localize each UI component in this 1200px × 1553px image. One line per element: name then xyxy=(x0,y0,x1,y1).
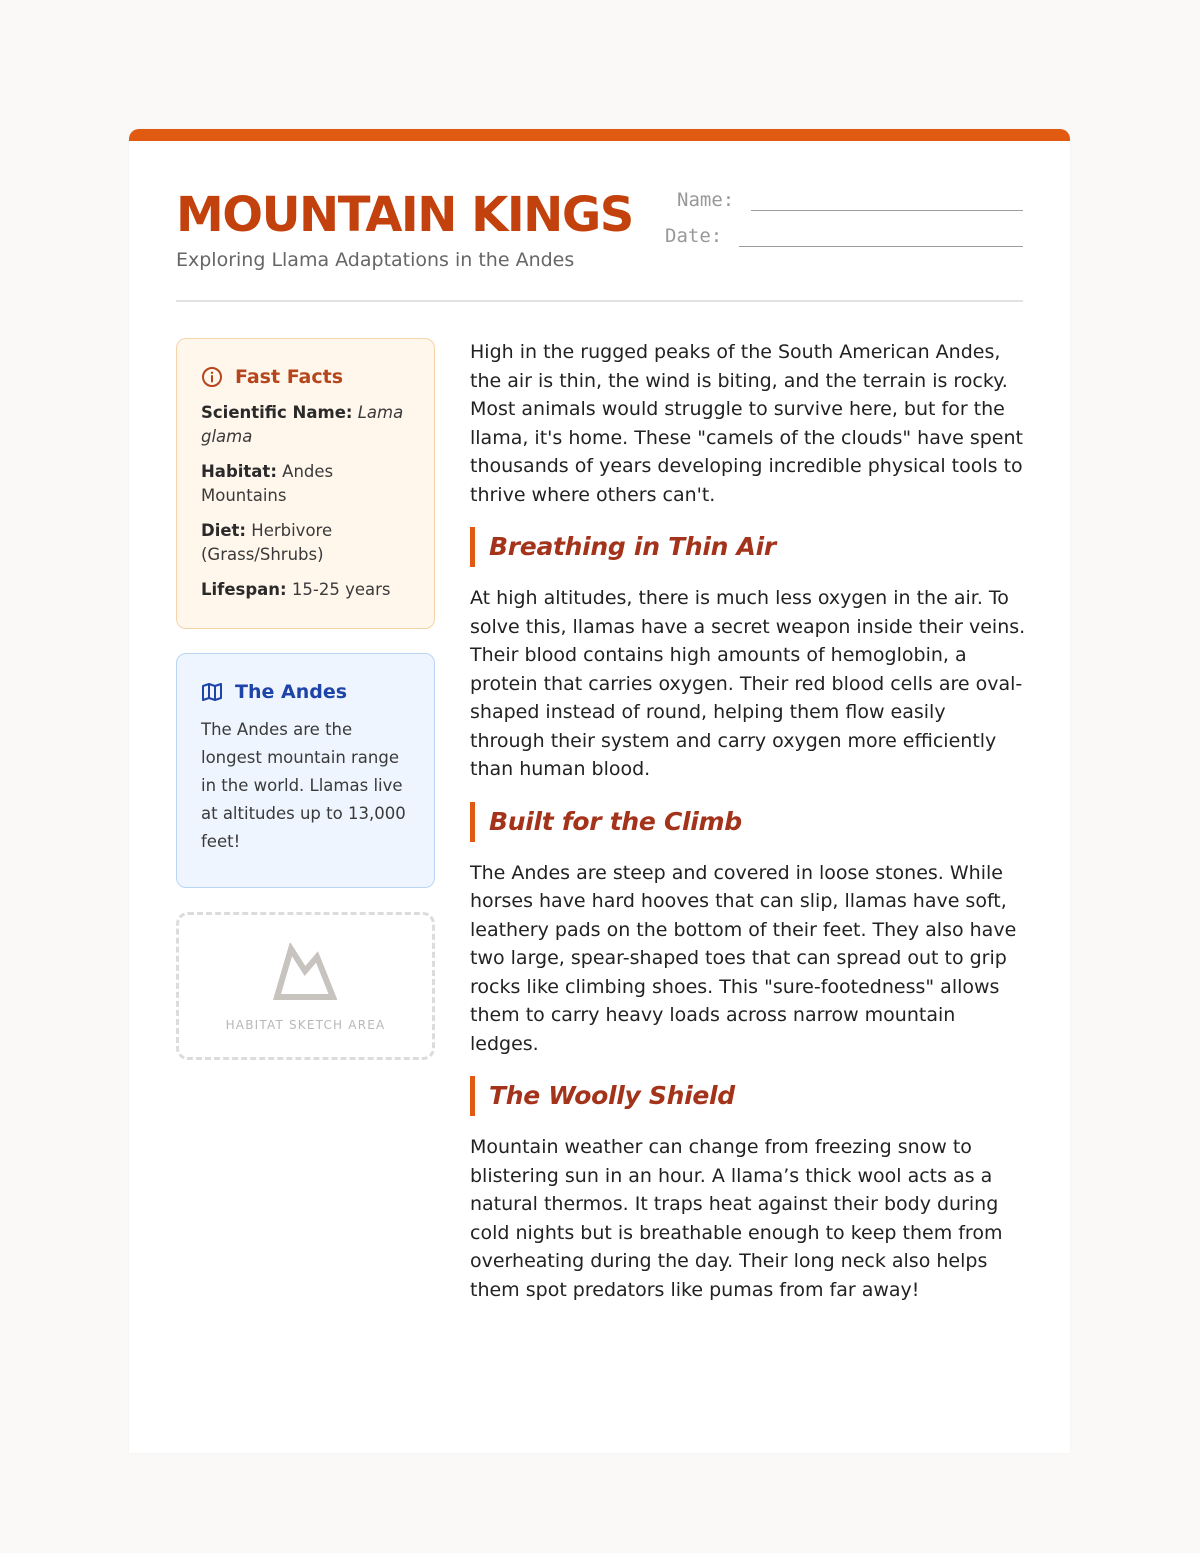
fact-scientific-name: Scientific Name: Lama glama xyxy=(201,403,404,446)
section-heading-breathing: Breathing in Thin Air xyxy=(470,527,1026,567)
fact-lifespan: Lifespan: 15-25 years xyxy=(201,580,391,599)
header-divider xyxy=(176,300,1023,302)
name-label: Name: xyxy=(677,189,735,211)
page-title: MOUNTAIN KINGS xyxy=(176,187,633,243)
fact-habitat: Habitat: Andes Mountains xyxy=(201,462,334,505)
habitat-sketch-area[interactable] xyxy=(176,912,435,1060)
section-heading-climb: Built for the Climb xyxy=(470,802,1026,842)
page-subtitle: Exploring Llama Adaptations in the Andes xyxy=(176,249,575,271)
fast-facts-box xyxy=(176,338,435,629)
section-body-wool: Mountain weather can change from freezing snow to blistering sun in an hour. A llama’s thick wool acts as a natural thermos. It traps heat against their body during cold nights but is breathable enough to keep them from overheating during the day. Their long neck also helps them spot predators like pumas from far away! xyxy=(470,1136,1003,1301)
andes-heading: The Andes xyxy=(235,681,348,703)
date-field[interactable] xyxy=(665,225,1023,251)
fact-diet: Diet: Herbivore (Grass/Shrubs) xyxy=(201,521,333,564)
article-body xyxy=(470,338,1026,1304)
andes-box xyxy=(176,653,435,888)
andes-text: The Andes are the longest mountain range in the world. Llamas live at altitudes up to 13,000 feet! xyxy=(201,720,406,851)
map-icon xyxy=(201,681,223,703)
fast-facts-heading: Fast Facts xyxy=(235,366,344,388)
sketch-label: HABITAT SKETCH AREA xyxy=(225,1018,386,1032)
andes-header xyxy=(201,678,410,706)
section-body-climb: The Andes are steep and covered in loose stones. While horses have hard hooves that can slip, llamas have soft, leathery pads on the bottom of their feet. They also have two large, spear-shaped toes that can spread out to grip rocks like climbing shoes. This "sure-footedness" allows them to carry heavy loads across narrow mountain ledges. xyxy=(470,861,1017,1055)
worksheet-page xyxy=(129,129,1070,1453)
fast-facts-header xyxy=(201,363,410,391)
intro-paragraph: High in the rugged peaks of the South American Andes, the air is thin, the wind is biting, and the terrain is rocky. Most animals would struggle to survive here, but for the llama, it's home. These "camels of the clouds" have spent thousands of years developing incredible physical tools to thrive where others can't. xyxy=(470,341,1023,506)
name-line xyxy=(751,210,1023,211)
date-line xyxy=(739,246,1023,247)
info-icon xyxy=(201,366,223,388)
top-accent-bar xyxy=(129,129,1070,141)
mountain-icon xyxy=(273,943,337,1001)
date-label: Date: xyxy=(665,225,723,247)
section-body-breathing: At high altitudes, there is much less oxygen in the air. To solve this, llamas have a secret weapon inside their veins. Their blood contains high amounts of hemoglobin, a protein that carries oxygen. Their red blood cells are oval-shaped instead of round, helping them flow easily through their system and carry oxygen more efficiently than human blood. xyxy=(470,587,1026,780)
section-heading-wool: The Woolly Shield xyxy=(470,1076,1026,1116)
name-field[interactable] xyxy=(677,189,1023,215)
